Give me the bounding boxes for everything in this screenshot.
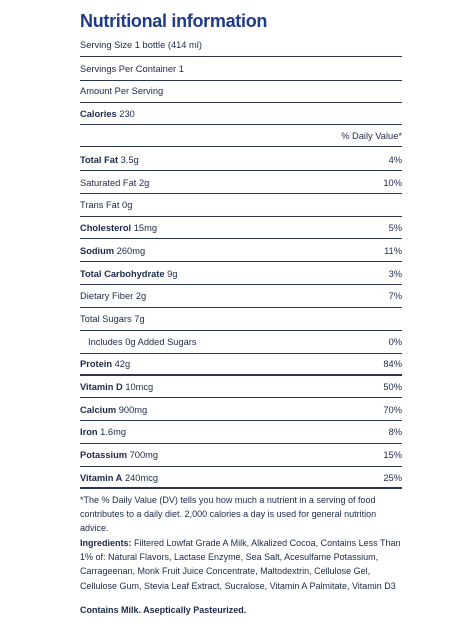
nutrient-row-vitamin-d: [80, 381, 402, 398]
nutrient-dv: 5%: [388, 223, 402, 233]
servings-per-container-text: Servings Per Container 1: [80, 64, 184, 74]
nutrient-dv: 84%: [383, 359, 402, 369]
nutrient-row-total-fat: [80, 154, 402, 171]
nutrient-row-vitamin-a: [80, 472, 402, 489]
nutrient-row-added-sugars: [80, 336, 402, 354]
allergen-statement: Contains Milk. Aseptically Pasteurized.: [80, 605, 247, 615]
serving-size-row: [80, 39, 402, 57]
nutrient-dv: 8%: [388, 427, 402, 437]
nutrient-dv: 0%: [388, 337, 402, 347]
daily-value-header: % Daily Value*: [341, 131, 402, 141]
nutrient-label: Vitamin A: [80, 473, 123, 483]
amount-per-serving-text: Amount Per Serving: [80, 86, 164, 96]
nutrient-label: Protein: [80, 359, 113, 369]
nutrient-dv: 4%: [388, 155, 402, 165]
daily-value-header-row: [80, 130, 402, 147]
nutrient-dv: 3%: [388, 269, 402, 279]
nutrient-amount: 42g: [114, 359, 131, 369]
nutrient-row-dietary-fiber: [80, 290, 402, 308]
nutrient-row-protein: [80, 358, 402, 376]
nutrient-label: Potassium: [80, 450, 128, 460]
nutrient-dv: 15%: [383, 450, 402, 460]
serving-size-text: Serving Size 1 bottle (414 ml): [80, 40, 202, 50]
nutrient-amount: 900mg: [118, 405, 148, 415]
nutrient-dv: 70%: [383, 405, 402, 415]
nutrient-amount: 3.5g: [120, 155, 139, 165]
nutrient-label: Total Sugars: [80, 314, 132, 324]
nutrient-amount: 2g: [138, 178, 150, 188]
nutrient-label: Total Fat: [80, 155, 119, 165]
nutrient-amount: 9g: [167, 269, 178, 279]
nutrient-amount: 240mcg: [124, 473, 159, 483]
nutrient-amount: 700mg: [129, 450, 159, 460]
nutrient-amount: 260mg: [116, 246, 146, 256]
nutrient-amount: 15mg: [133, 223, 158, 233]
ingredients-label: Ingredients:: [80, 538, 132, 548]
daily-value-footnote: *The % Daily Value (DV) tells you how much a nutrient in a serving of food contributes to a daily diet. 2,000 calories a day is used for general nutrition advice.: [80, 495, 377, 534]
nutrient-row-potassium: [80, 449, 402, 467]
nutrient-amount: 7g: [134, 314, 145, 324]
nutrient-label: Vitamin D: [80, 382, 123, 392]
nutrient-amount: 1.6mg: [100, 427, 126, 437]
calories-label: Calories: [80, 109, 117, 119]
calories-row: [80, 108, 402, 125]
nutrient-row-trans-fat: [80, 199, 402, 217]
ingredients-block: [80, 536, 405, 593]
nutrient-dv: 7%: [388, 291, 402, 301]
nutrient-row-cholesterol: [80, 222, 402, 239]
nutrient-row-sodium: [80, 245, 402, 262]
nutrient-amount: 10mcg: [125, 382, 154, 392]
servings-per-container-row: [80, 63, 402, 81]
nutrient-label: Total Carbohydrate: [80, 269, 165, 279]
nutrient-label: Cholesterol: [80, 223, 132, 233]
nutrient-row-total-sugars: [80, 313, 402, 331]
nutrient-label: Saturated Fat: [80, 178, 137, 188]
nutrient-dv: 50%: [383, 382, 402, 392]
nutrient-row-saturated-fat: [80, 177, 402, 194]
nutrient-amount: 0g: [122, 200, 133, 210]
nutrient-label: Includes 0g Added Sugars: [88, 337, 197, 347]
nutrient-row-iron: [80, 426, 402, 444]
nutrient-label: Calcium: [80, 405, 117, 415]
nutrient-dv: 11%: [384, 246, 402, 256]
amount-per-serving-row: [80, 85, 402, 103]
nutrient-row-calcium: [80, 404, 402, 421]
nutrient-label: Iron: [80, 427, 98, 437]
ingredients-text: Filtered Lowfat Grade A Milk, Alkalized Cocoa, Contains Less Than 1% of: Natural Flavors, Lactase Enzyme, Sea Salt, Acesulfame Potassium, Carrageenan, Monk Fruit Juice Concentrate, Maltodextrin, Cellulose Gel, Cellulose Gum, Stevia Leaf Extract, Sucralose, Vitamin A Palmitate, Vitamin D3: [80, 538, 401, 591]
nutrient-dv: 25%: [383, 473, 402, 483]
nutrient-dv: 10%: [383, 178, 402, 188]
nutrient-row-total-carbohydrate: [80, 268, 402, 285]
page-title: Nutritional information: [80, 11, 268, 31]
nutrient-amount: 2g: [135, 291, 147, 301]
calories-value: 230: [119, 109, 135, 119]
nutrient-label: Sodium: [80, 246, 115, 256]
nutrient-label: Dietary Fiber: [80, 291, 134, 301]
nutrient-label: Trans Fat: [80, 200, 120, 210]
